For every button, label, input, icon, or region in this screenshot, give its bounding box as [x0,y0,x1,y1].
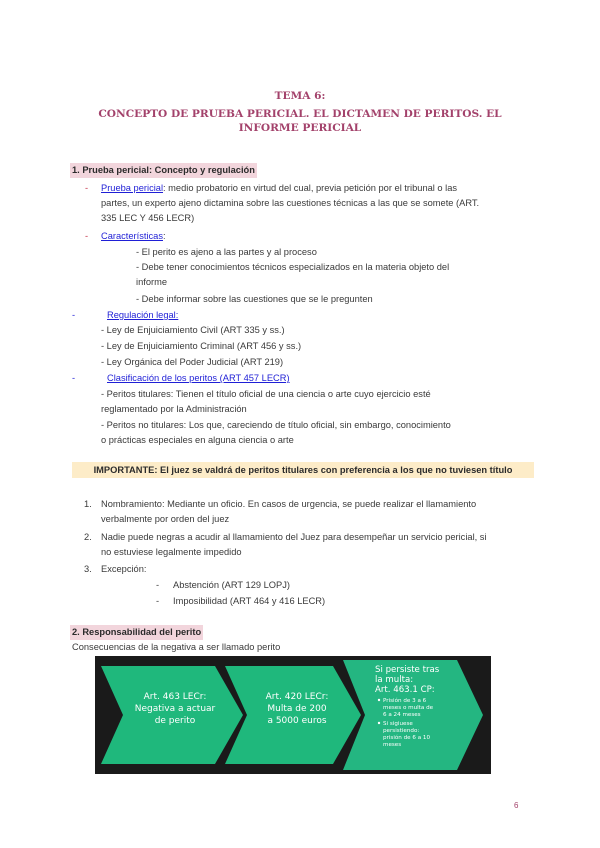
bullet-dash: - [156,580,160,590]
list-item-line: Nombramiento: Mediante un oficio. En casos de urgencia, se puede realizar el llamamiento [101,499,477,509]
exception-item: Imposibilidad (ART 464 y 416 LECR) [173,596,326,606]
classification-item: reglamentado por la Administración [101,404,247,414]
list-number: 1. [84,499,92,509]
list-number: 2. [84,532,92,542]
consequences-diagram [95,656,491,774]
definition-line1: Prueba pericial: medio probatorio en virtud del cual, previa petición por el tribunal o las [101,183,458,193]
exception-item: Abstención (ART 129 LOPJ) [173,580,290,590]
list-item-line: no estuviese legalmente impedido [101,547,242,557]
list-item-line: verbalmente por orden del juez [101,514,230,524]
step2-line: a 5000 euros [267,716,327,726]
list-item-line: Excepción: [101,564,147,574]
classification-item: o prácticas especiales en alguna ciencia o arte [101,435,294,445]
section1-heading: 1. Prueba pericial: Concepto y regulación [70,163,257,178]
step2-line: Multa de 200 [267,704,327,714]
page-number: 6 [514,801,519,810]
characteristic-item: - El perito es ajeno a las partes y al proceso [136,247,317,257]
bullet-dash: - [72,373,76,383]
bullet-dash: - [85,231,89,241]
step1-line: Art. 463 LECr: [143,692,207,702]
step3-title-line: Art. 463.1 CP: [375,685,435,695]
bullet-dot-icon [378,699,380,701]
characteristic-item: - Debe tener conocimientos técnicos especializados en la materia objeto del [136,262,450,272]
list-item-line: Nadie puede negras a acudir al llamamiento del Juez para desempeñar un servicio pericial, si [101,532,487,542]
characteristics-heading: Características: [101,231,166,241]
definition-line2: partes, un experto ajeno dictamina sobre las cuestiones técnicas a las que se somete (ART. [101,198,480,208]
step3-bullet2-line: persistiendo: [383,728,420,734]
step1-line: de perito [154,716,196,726]
page-title-line2: INFORME PERICIAL [238,122,362,134]
step3-title-line: Si persiste tras [375,665,440,675]
regulation-item: - Ley de Enjuiciamiento Civil (ART 335 y ss.) [101,325,285,335]
bullet-dash: - [72,310,76,320]
bullet-dash: - [156,596,160,606]
list-number: 3. [84,564,92,574]
step1-line: Negativa a actuar [134,704,216,714]
section2-heading: 2. Responsabilidad del perito [70,625,203,640]
step3-title-line: la multa: [375,675,414,685]
step3-bullet1-line: meses o multa de [383,705,434,711]
bullet-dash: - [85,183,89,193]
characteristic-item: - Debe informar sobre las cuestiones que se le pregunten [136,294,373,304]
topic-number: TEMA 6: [274,90,326,102]
step3-bullet2-line: meses [383,742,402,748]
bullet-dot-icon [378,722,380,724]
term-clasificacion-peritos: Clasificación de los peritos (ART 457 LECR) [107,373,290,383]
step3-bullet1-line: Prisión de 3 a 6 [383,698,427,704]
regulation-item: - Ley Orgánica del Poder Judicial (ART 219) [101,357,284,367]
definition-line3: 335 LEC Y 456 LECR) [101,213,195,223]
term-caracteristicas: Características [101,231,163,241]
page-title-line1: CONCEPTO DE PRUEBA PERICIAL. EL DICTAMEN DE PERITOS. EL [98,108,502,120]
section2-subtitle: Consecuencias de la negativa a ser llamado perito [72,642,281,652]
term-prueba-pericial: Prueba pericial [101,183,164,193]
classification-item: - Peritos titulares: Tienen el título oficial de una ciencia o arte cuyo ejercicio esté [101,389,431,399]
step3-bullet2-line: Si sigiuese [383,721,413,727]
important-note: IMPORTANTE: El juez se valdrá de peritos titulares con preferencia a los que no tuviesen título [72,462,534,478]
regulation-item: - Ley de Enjuiciamiento Criminal (ART 456 y ss.) [101,341,302,351]
step3-bullet1-line: 6 a 24 meses [383,712,421,718]
step3-bullet2-line: prisión de 6 a 10 [383,735,431,741]
characteristic-item: informe [136,277,168,287]
term-regulacion-legal: Regulación legal: [107,310,179,320]
classification-item: - Peritos no titulares: Los que, careciendo de título oficial, sin embargo, conocimiento [101,420,451,430]
step2-line: Art. 420 LECr: [265,692,329,702]
